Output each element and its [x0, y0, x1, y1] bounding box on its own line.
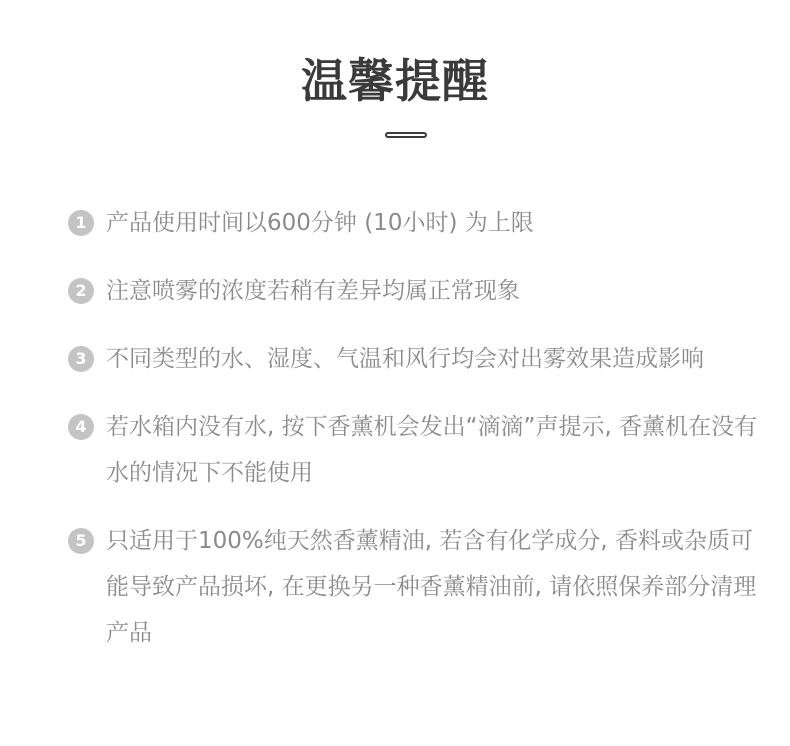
tip-text: 只适用于100%纯天然香薰精油, 若含有化学成分, 香料或杂质可能导致产品损坏, 在更换另一种香薰精油前, 请依照保养部分清理产品 [106, 528, 757, 646]
title-divider [385, 132, 427, 138]
tip-item-2 [68, 268, 758, 314]
tips-list [68, 200, 758, 678]
tip-text: 产品使用时间以600分钟 (10小时) 为上限 [106, 210, 534, 236]
tip-item-1 [68, 200, 758, 246]
tip-item-5 [68, 518, 758, 656]
tip-item-4 [68, 404, 758, 496]
tip-text: 不同类型的水、湿度、气温和风行均会对出雾效果造成影响 [106, 346, 704, 372]
tip-number-badge: 2 [68, 278, 94, 304]
tip-text: 若水箱内没有水, 按下香薰机会发出“滴滴”声提示, 香薰机在没有水的情况下不能使用 [106, 414, 758, 486]
tip-item-3 [68, 336, 758, 382]
tip-number-badge: 4 [68, 414, 94, 440]
page-title: 温馨提醒 [301, 54, 489, 108]
tip-number-badge: 1 [68, 210, 94, 236]
tip-text: 注意喷雾的浓度若稍有差异均属正常现象 [106, 278, 520, 304]
tip-number-badge: 3 [68, 346, 94, 372]
tip-number-badge: 5 [68, 528, 94, 554]
